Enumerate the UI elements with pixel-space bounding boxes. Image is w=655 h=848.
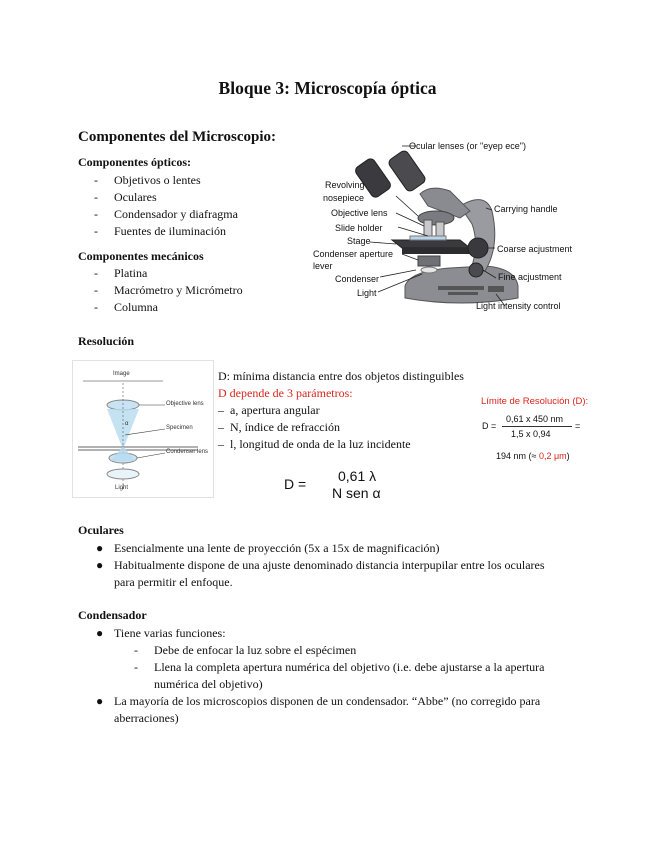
list-item: - Oculares — [94, 190, 157, 204]
list-item: - Columna — [94, 300, 158, 314]
mechanical-heading: Componentes mecánicos — [78, 249, 204, 263]
label-revolving: Revolving — [325, 180, 365, 190]
list-item: ● La mayoría de los microscopios disponen de un condensador. “Abbe” (no corregido para — [96, 694, 541, 708]
sub-list-item-continuation: numérica del objetivo) — [154, 677, 263, 691]
condensador-heading: Condensador — [78, 608, 147, 622]
resolution-definition: D: mínima distancia entre dos objetos distinguibles — [218, 369, 464, 383]
optical-list — [94, 172, 238, 240]
example-result: 194 nm (≈ 0,2 μm) — [496, 451, 570, 461]
sub-list-item: - Llena la completa apertura numérica del objetivo (i.e. debe ajustarse a la apertura — [134, 660, 545, 674]
label-nosepiece: nosepiece — [323, 193, 365, 203]
example-numerator: 0,61 x 450 nm — [506, 414, 564, 424]
list-item-continuation: aberraciones) — [114, 711, 179, 725]
label-condenser-aperture: Condenser aperture — [313, 249, 394, 259]
diagram-label-light: Light — [115, 485, 129, 491]
example-title: Límite de Resolución (D): — [481, 396, 589, 407]
label-light-control: Light intensity control — [476, 301, 561, 311]
sub-list-item: - Debe de enfocar la luz sobre el espécimen — [134, 643, 357, 657]
label-coarse: Coarse acjustment — [497, 244, 573, 254]
formula-denominator: N sen α — [332, 485, 381, 501]
label-lever: lever — [313, 261, 333, 271]
example-equals: = — [575, 421, 581, 431]
list-item: ● Habitualmente dispone de una ajuste denominado distancia interpupilar entre los oculares — [96, 558, 545, 572]
diagram-label-specimen: Specimen — [166, 425, 193, 431]
list-item: ● Esencialmente una lente de proyección (5x a 15x de magnificación) — [96, 541, 440, 555]
resolution-depends: D depende de 3 parámetros: — [218, 386, 353, 400]
example-fraction-bar — [502, 426, 572, 427]
optical-heading: Componentes ópticos: — [78, 155, 191, 169]
list-item: – N, índice de refracción — [218, 420, 340, 434]
resolution-heading: Resolución — [78, 334, 135, 348]
list-item: - Condensador y diafragma — [94, 207, 238, 221]
label-fine: Fine acjustment — [498, 272, 562, 282]
resolution-params — [218, 402, 411, 453]
list-item: - Platina — [94, 266, 148, 280]
microscope-figure — [310, 136, 600, 318]
list-item: – l, longitud de onda de la luz incidente — [218, 437, 411, 451]
label-light: Light — [357, 288, 377, 298]
label-stage: Stage — [347, 236, 371, 246]
list-item: - Macrómetro y Micrómetro — [94, 283, 243, 297]
diagram-label-alpha: α — [125, 421, 129, 427]
components-heading: Componentes del Microscopio: — [78, 129, 277, 145]
list-item: – a, apertura angular — [218, 403, 320, 417]
example-lhs: D = — [482, 421, 497, 431]
formula-numerator: 0,61 λ — [338, 468, 377, 484]
oculares-heading: Oculares — [78, 523, 124, 537]
list-item: - Objetivos o lentes — [94, 173, 201, 187]
label-slide-holder: Slide holder — [335, 223, 383, 233]
list-item-continuation: para permitir el enfoque. — [114, 575, 233, 589]
label-objective: Objective lens — [331, 208, 388, 218]
diagram-label-condenser: Condenser lens — [166, 449, 209, 455]
oculares-list — [96, 540, 545, 591]
diagram-label-objective: Objective lens — [166, 401, 204, 407]
page-title: Bloque 3: Microscopía óptica — [218, 78, 437, 98]
resolution-diagram — [72, 360, 214, 498]
example-denominator: 1,5 x 0,94 — [511, 429, 551, 439]
label-ocular: Ocular lenses (or "eyep ece") — [409, 141, 526, 151]
list-item: - Fuentes de iluminación — [94, 224, 226, 238]
list-item: ● Tiene varias funciones: — [96, 626, 226, 640]
mechanical-list — [94, 265, 243, 316]
formula-lhs: D = — [284, 476, 307, 492]
condensador-list — [96, 625, 544, 727]
label-condenser: Condenser — [335, 274, 380, 284]
diagram-label-image: Image — [113, 371, 130, 377]
label-carrying-handle: Carrying handle — [494, 204, 558, 214]
